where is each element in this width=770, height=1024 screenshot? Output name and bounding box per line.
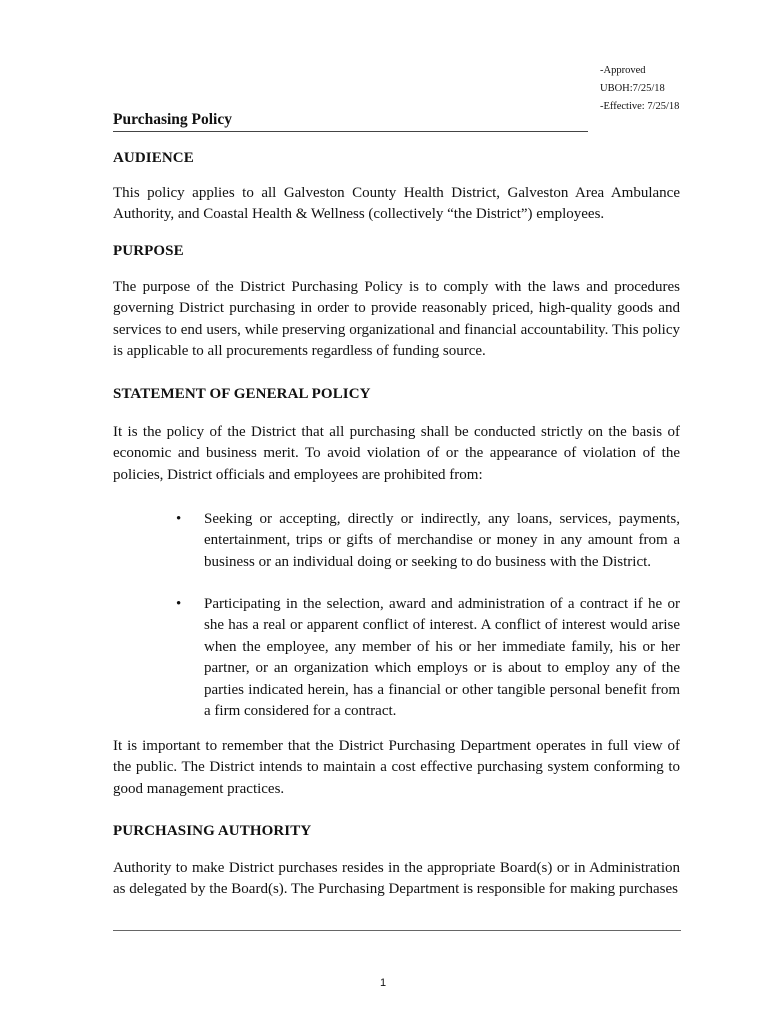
- general-policy-closing: It is important to remember that the District Purchasing Department operates in full view of the public. The District intends to maintain a cost effective purchasing system conforming to good management practices.: [113, 738, 680, 797]
- purpose-text: The purpose of the District Purchasing Policy is to comply with the laws and procedures governing District purchasing in order to provide reasonably priced, high-quality goods and services to end users, while preserving organizational and financial accountability. This policy is applicable to all procurements regardless of funding source.: [113, 279, 680, 360]
- effective-date: -Effective: 7/25/18: [600, 101, 680, 112]
- authority-text: Authority to make District purchases resides in the appropriate Board(s) or in Administration as delegated by the Board(s). The Purchasing Department is responsible for making purchases: [113, 860, 680, 898]
- approved-note: -Approved: [600, 65, 646, 76]
- policy-bullet-text: Seeking or accepting, directly or indirectly, any loans, services, payments, entertainment, trips or gifts of merchandise or money in any amount from a business or an individual doing or seeking to do business with the District.: [204, 511, 680, 570]
- general-policy-heading: STATEMENT OF GENERAL POLICY: [113, 386, 371, 402]
- uboh-date: UBOH:7/25/18: [600, 83, 665, 94]
- authority-heading: PURCHASING AUTHORITY: [113, 823, 312, 839]
- purpose-heading: PURPOSE: [113, 243, 184, 259]
- bullet-icon: •: [176, 511, 182, 527]
- footer-divider: [113, 930, 681, 931]
- audience-heading: AUDIENCE: [113, 150, 194, 166]
- bullet-icon: •: [176, 596, 182, 612]
- audience-text: This policy applies to all Galveston County Health District, Galveston Area Ambulance Authority, and Coastal Health & Wellness (collectively “the District”) employees.: [113, 185, 680, 223]
- general-policy-intro: It is the policy of the District that all purchasing shall be conducted strictly on the basis of economic and business merit. To avoid violation of or the appearance of violation of the policies, District officials and employees are prohibited from:: [113, 424, 680, 483]
- approval-block: [600, 62, 679, 116]
- document-title: Purchasing Policy: [113, 111, 588, 132]
- page-number: 1: [380, 977, 387, 989]
- policy-bullet-text: Participating in the selection, award and administration of a contract if he or she has a real or apparent conflict of interest. A conflict of interest would arise when the employee, any member of his or her immediate family, his or her partner, or an organization which employs or is about to employ any of the parties indicated herein, has a financial or other tangible personal benefit from a firm considered for a contract.: [204, 596, 680, 720]
